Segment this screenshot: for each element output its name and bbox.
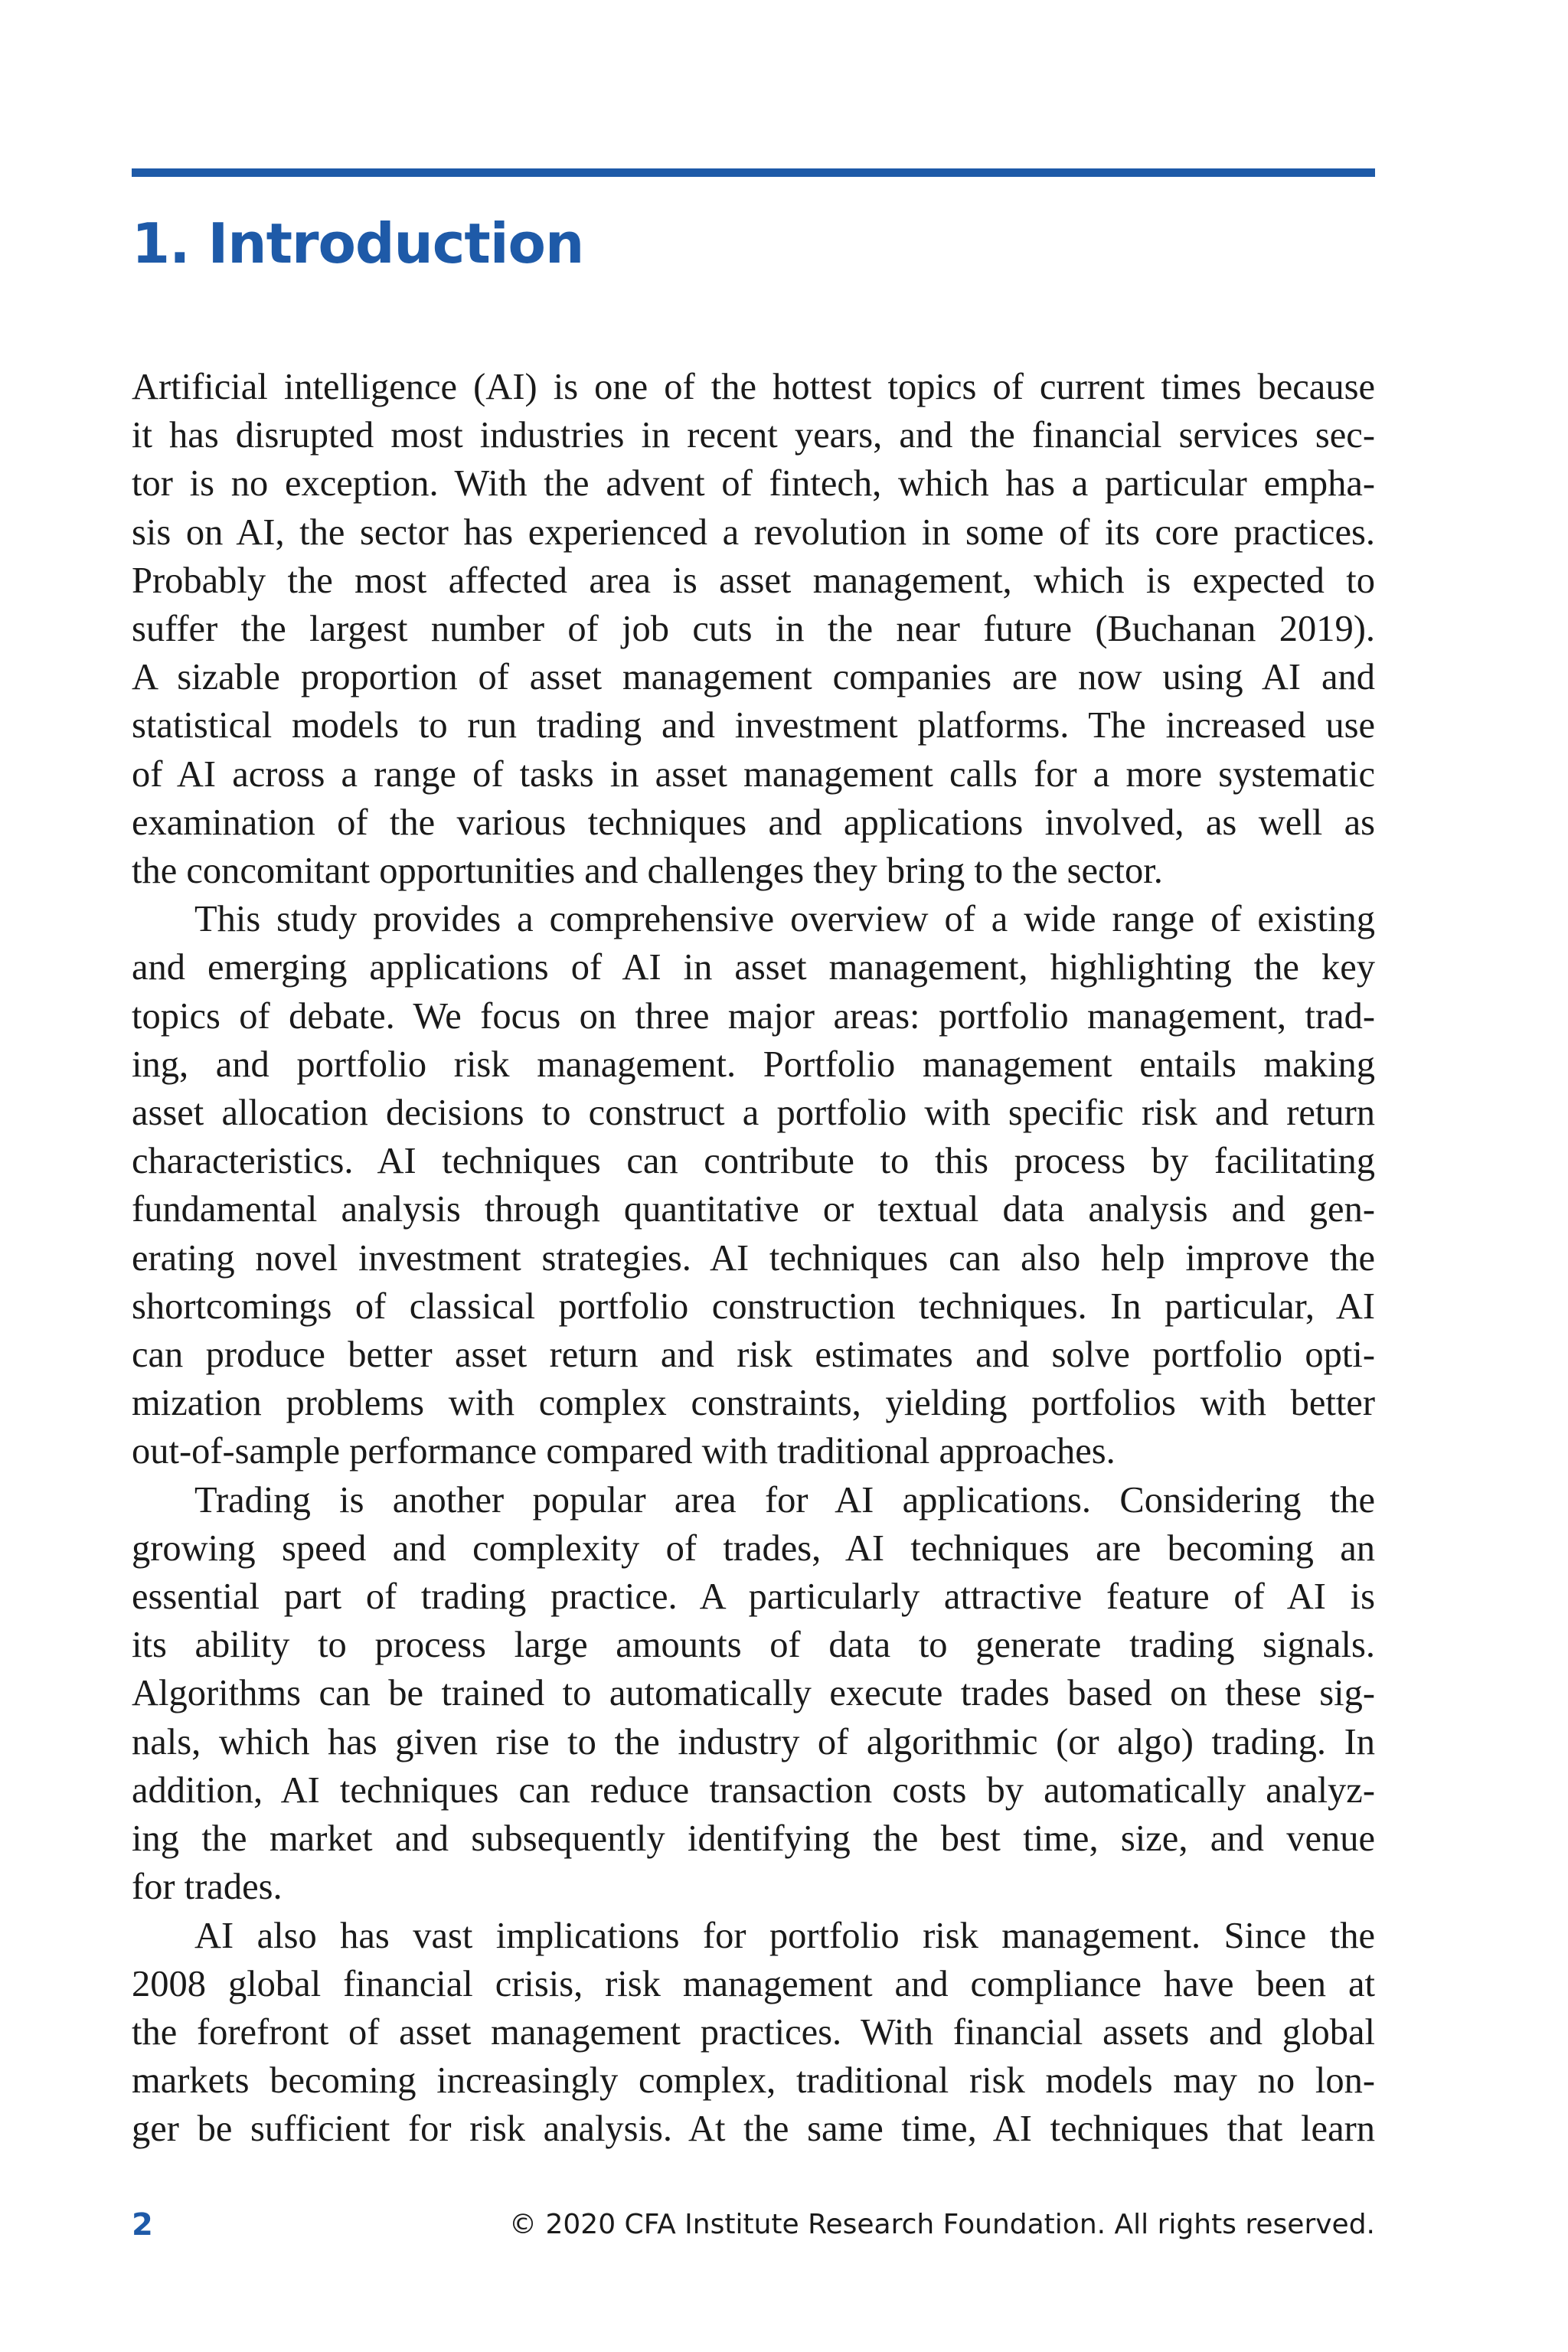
chapter-title: 1. Introduction	[132, 211, 584, 276]
paragraph-4	[132, 1912, 1375, 2154]
text-line: ing, and portfolio risk management. Portfolio management entails making	[132, 1044, 1375, 1085]
text-line: markets becoming increasingly complex, traditional risk models may no lon-	[132, 2060, 1375, 2102]
page-footer	[132, 2202, 1375, 2248]
text-line: Artificial intelligence (AI) is one of the hottest topics of current times because	[132, 367, 1375, 407]
text-line: characteristics. AI techniques can contribute to this process by facilitating	[132, 1141, 1375, 1182]
text-line: topics of debate. We focus on three major areas: portfolio management, trad-	[132, 995, 1375, 1037]
paragraph-1	[132, 363, 1375, 895]
text-line: statistical models to run trading and investment platforms. The increased use	[132, 705, 1375, 746]
text-line: asset allocation decisions to construct a portfolio with specific risk and return	[132, 1093, 1375, 1134]
text-line: 2008 global financial crisis, risk management and compliance have been at	[132, 1963, 1375, 2004]
text-line: suffer the largest number of job cuts in the near future (Buchanan 2019).	[132, 609, 1375, 650]
text-line: AI also has vast implications for portfolio risk management. Since the	[194, 1915, 1375, 1956]
text-line: the concomitant opportunities and challenges they bring to the sector.	[132, 851, 1163, 892]
text-line: examination of the various techniques and applications involved, as well as	[132, 802, 1375, 843]
text-line: essential part of trading practice. A particularly attractive feature of AI is	[132, 1576, 1375, 1618]
text-line: erating novel investment strategies. AI techniques can also help improve the	[132, 1237, 1375, 1279]
text-line: sis on AI, the sector has experienced a revolution in some of its core practices.	[132, 511, 1375, 553]
paragraph-2	[132, 895, 1375, 1475]
paragraph-3	[132, 1476, 1375, 1912]
text-line: addition, AI techniques can reduce transaction costs by automatically analyz-	[132, 1769, 1375, 1811]
text-line: nals, which has given rise to the industry of algorithmic (or algo) trading. In	[132, 1721, 1375, 1762]
text-line: mization problems with complex constraints, yielding portfolios with better	[132, 1383, 1375, 1424]
text-line: for trades.	[132, 1867, 283, 1908]
text-line: the forefront of asset management practices. With financial assets and global	[132, 2011, 1375, 2053]
chapter-rule	[132, 168, 1375, 177]
text-line: tor is no exception. With the advent of fintech, which has a particular empha-	[132, 463, 1375, 505]
text-line: fundamental analysis through quantitative or textual data analysis and gen-	[132, 1189, 1375, 1230]
text-line: A sizable proportion of asset management companies are now using AI and	[132, 657, 1375, 698]
body-text	[132, 363, 1375, 2154]
text-line: ing the market and subsequently identifying the best time, size, and venue	[132, 1818, 1375, 1860]
text-line: out-of-sample performance compared with traditional approaches.	[132, 1431, 1116, 1472]
text-line: can produce better asset return and risk estimates and solve portfolio opti-	[132, 1334, 1375, 1376]
text-line: Trading is another popular area for AI applications. Considering the	[194, 1479, 1375, 1521]
copyright-notice: © 2020 CFA Institute Research Foundation. All rights reserved.	[509, 2209, 1375, 2240]
text-line: of AI across a range of tasks in asset management calls for a more systematic	[132, 753, 1375, 795]
text-line: ger be sufficient for risk analysis. At the same time, AI techniques that learn	[132, 2109, 1375, 2150]
text-line: Algorithms can be trained to automatically execute trades based on these sig-	[132, 1673, 1375, 1714]
text-line: and emerging applications of AI in asset management, highlighting the key	[132, 947, 1375, 988]
text-line: its ability to process large amounts of data to generate trading signals.	[132, 1625, 1375, 1666]
text-line: Probably the most affected area is asset management, which is expected to	[132, 560, 1375, 601]
text-line: shortcomings of classical portfolio construction techniques. In particular, AI	[132, 1285, 1375, 1327]
page-number: 2	[132, 2207, 153, 2243]
text-line: growing speed and complexity of trades, AI techniques are becoming an	[132, 1527, 1375, 1569]
text-line: it has disrupted most industries in recent years, and the financial services sec-	[132, 415, 1375, 456]
text-line: This study provides a comprehensive overview of a wide range of existing	[194, 899, 1375, 940]
